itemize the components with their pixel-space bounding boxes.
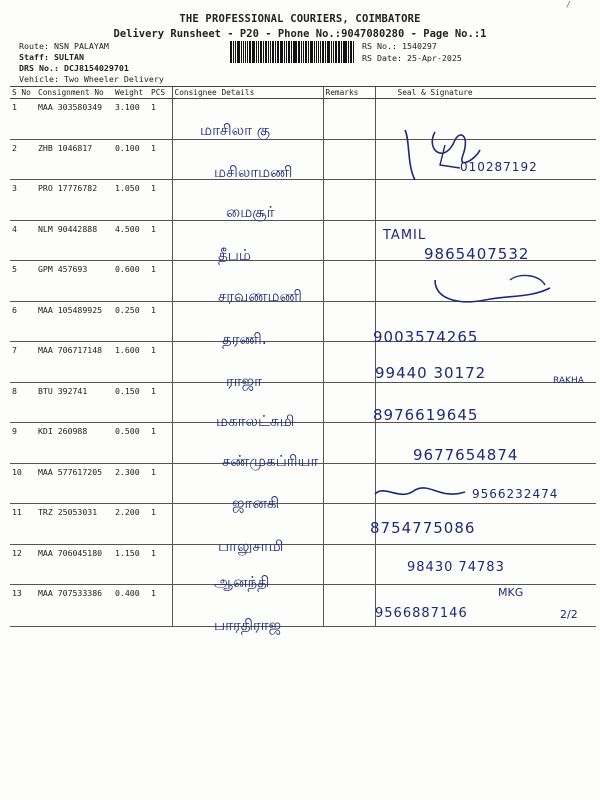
cell-consignment: MAA 105489925 bbox=[36, 301, 113, 342]
sig-number-10: 9566232474 bbox=[472, 487, 559, 501]
cell-pcs: 1 bbox=[149, 423, 172, 464]
cell-remarks bbox=[323, 180, 375, 221]
table-row bbox=[10, 544, 596, 585]
cell-consignment: MAA 577617205 bbox=[36, 463, 113, 504]
cell-sno: 4 bbox=[10, 220, 36, 261]
cell-remarks bbox=[323, 382, 375, 423]
cell-weight: 4.500 bbox=[113, 220, 149, 261]
cell-sno: 11 bbox=[10, 504, 36, 545]
cell-weight: 1.050 bbox=[113, 180, 149, 221]
cell-weight: 2.200 bbox=[113, 504, 149, 545]
sig-name-8: RAKHA bbox=[553, 376, 584, 386]
col-header-seal: Seal & Signature bbox=[375, 87, 596, 99]
consignee-name-6: தரணி. bbox=[222, 330, 267, 348]
cell-remarks bbox=[323, 99, 375, 140]
cell-consignment: BTU 392741 bbox=[36, 382, 113, 423]
barcode bbox=[230, 41, 355, 63]
signature-row-1 bbox=[385, 110, 515, 195]
cell-weight: 2.300 bbox=[113, 463, 149, 504]
cell-remarks bbox=[323, 301, 375, 342]
col-header-remarks: Remarks bbox=[323, 87, 375, 99]
cell-pcs: 1 bbox=[149, 463, 172, 504]
cell-remarks bbox=[323, 463, 375, 504]
sig-number-7: 99440 30172 bbox=[375, 364, 487, 382]
cell-pcs: 1 bbox=[149, 504, 172, 545]
page-subtitle: Delivery Runsheet - P20 - Phone No.:9047080280 - Page No.:1 bbox=[113, 28, 487, 40]
cell-sno: 8 bbox=[10, 382, 36, 423]
sig-name-4: TAMIL bbox=[383, 228, 427, 243]
sig-number-2: 010287192 bbox=[460, 160, 538, 174]
cell-weight: 0.250 bbox=[113, 301, 149, 342]
cell-consignment: MAA 303580349 bbox=[36, 99, 113, 140]
signature-row-10 bbox=[370, 482, 470, 506]
cell-consignment: KDI 260988 bbox=[36, 423, 113, 464]
cell-sno: 7 bbox=[10, 342, 36, 383]
drs-label: DRS No.: DCJ8154029701 bbox=[19, 63, 129, 73]
cell-remarks bbox=[323, 261, 375, 302]
consignee-name-9: சண்முகப்ரியா bbox=[222, 452, 319, 470]
cell-consignment: GPM 457693 bbox=[36, 261, 113, 302]
cell-pcs: 1 bbox=[149, 139, 172, 180]
sig-number-13: 9566887146 bbox=[375, 606, 468, 621]
consignee-name-2: மசிலாமணி bbox=[214, 163, 293, 181]
vehicle-label: Vehicle: Two Wheeler Delivery bbox=[19, 74, 164, 84]
cell-sno: 12 bbox=[10, 544, 36, 585]
rs-number: RS No.: 1540297 bbox=[362, 41, 437, 51]
table-header-row bbox=[10, 87, 596, 99]
col-header-pcs: PCS bbox=[149, 87, 172, 99]
cell-remarks bbox=[323, 139, 375, 180]
consignee-name-1: மாசிலா கு bbox=[200, 121, 270, 139]
table-row bbox=[10, 504, 596, 545]
cell-remarks bbox=[323, 504, 375, 545]
cell-consignment: PRO 17776782 bbox=[36, 180, 113, 221]
cell-consignment: ZHB 1046817 bbox=[36, 139, 113, 180]
cell-consignment: TRZ 25053031 bbox=[36, 504, 113, 545]
cell-sno: 9 bbox=[10, 423, 36, 464]
cell-weight: 0.150 bbox=[113, 382, 149, 423]
sig-number-4: 9865407532 bbox=[424, 245, 530, 263]
cell-consignment: MAA 706045180 bbox=[36, 544, 113, 585]
cell-consignment: NLM 90442888 bbox=[36, 220, 113, 261]
consignee-name-3: மைசூர் bbox=[226, 203, 275, 221]
cell-weight: 0.100 bbox=[113, 139, 149, 180]
cell-remarks bbox=[323, 585, 375, 627]
col-header-weight: Weight bbox=[113, 87, 149, 99]
consignee-name-8: மகாலட்சுமி bbox=[216, 412, 295, 430]
cell-sno: 1 bbox=[10, 99, 36, 140]
consignee-name-4: தீபம் bbox=[218, 246, 252, 264]
sig-number-9: 9677654874 bbox=[413, 446, 519, 464]
consignee-name-10: ஜானகி bbox=[232, 494, 280, 512]
cell-sno: 2 bbox=[10, 139, 36, 180]
cell-sno: 6 bbox=[10, 301, 36, 342]
cell-consignment: MAA 707533386 bbox=[36, 585, 113, 627]
sig-number-12: 98430 74783 bbox=[407, 560, 505, 575]
consignee-name-7: ராஜா bbox=[226, 372, 262, 390]
cell-weight: 1.600 bbox=[113, 342, 149, 383]
cell-remarks bbox=[323, 544, 375, 585]
cell-pcs: 1 bbox=[149, 99, 172, 140]
col-header-consignee: Consignee Details bbox=[172, 87, 323, 99]
cell-pcs: 1 bbox=[149, 220, 172, 261]
cell-pcs: 1 bbox=[149, 301, 172, 342]
col-header-consignment: Consignment No bbox=[36, 87, 113, 99]
cell-pcs: 1 bbox=[149, 544, 172, 585]
cell-remarks bbox=[323, 220, 375, 261]
corner-mark: / bbox=[566, 0, 571, 9]
cell-pcs: 1 bbox=[149, 261, 172, 302]
sig-number-11: 8754775086 bbox=[370, 519, 476, 537]
cell-pcs: 1 bbox=[149, 342, 172, 383]
sig-number-8: 8976619645 bbox=[373, 406, 479, 424]
cell-weight: 0.600 bbox=[113, 261, 149, 302]
cell-consignment: MAA 706717148 bbox=[36, 342, 113, 383]
route-label: Route: NSN PALAYAM bbox=[19, 41, 109, 51]
sig-name-12: MKG bbox=[498, 586, 524, 599]
cell-weight: 0.500 bbox=[113, 423, 149, 464]
staff-label: Staff: SULTAN bbox=[19, 52, 84, 62]
cell-sno: 5 bbox=[10, 261, 36, 302]
signature-row-5 bbox=[430, 270, 560, 310]
consignee-name-12: ஆனந்தி bbox=[214, 573, 270, 591]
cell-weight: 1.150 bbox=[113, 544, 149, 585]
cell-weight: 3.100 bbox=[113, 99, 149, 140]
rs-date: RS Date: 25-Apr-2025 bbox=[362, 53, 462, 63]
table-row bbox=[10, 342, 596, 383]
cell-pcs: 1 bbox=[149, 585, 172, 627]
cell-sno: 13 bbox=[10, 585, 36, 627]
consignee-name-5: சரவணமணி bbox=[218, 287, 302, 305]
cell-weight: 0.400 bbox=[113, 585, 149, 627]
sig-extra-13: 2/2 bbox=[560, 608, 578, 621]
table-row bbox=[10, 382, 596, 423]
cell-pcs: 1 bbox=[149, 382, 172, 423]
page-title: THE PROFESSIONAL COURIERS, COIMBATORE bbox=[179, 13, 421, 25]
cell-remarks bbox=[323, 423, 375, 464]
cell-remarks bbox=[323, 342, 375, 383]
sig-number-6: 9003574265 bbox=[373, 328, 479, 346]
cell-sno: 3 bbox=[10, 180, 36, 221]
col-header-sno: S No bbox=[10, 87, 36, 99]
consignee-name-11: பாலுசாமி bbox=[218, 537, 284, 555]
consignee-name-13: பாரதிராஜ bbox=[214, 616, 282, 634]
cell-pcs: 1 bbox=[149, 180, 172, 221]
cell-sno: 10 bbox=[10, 463, 36, 504]
